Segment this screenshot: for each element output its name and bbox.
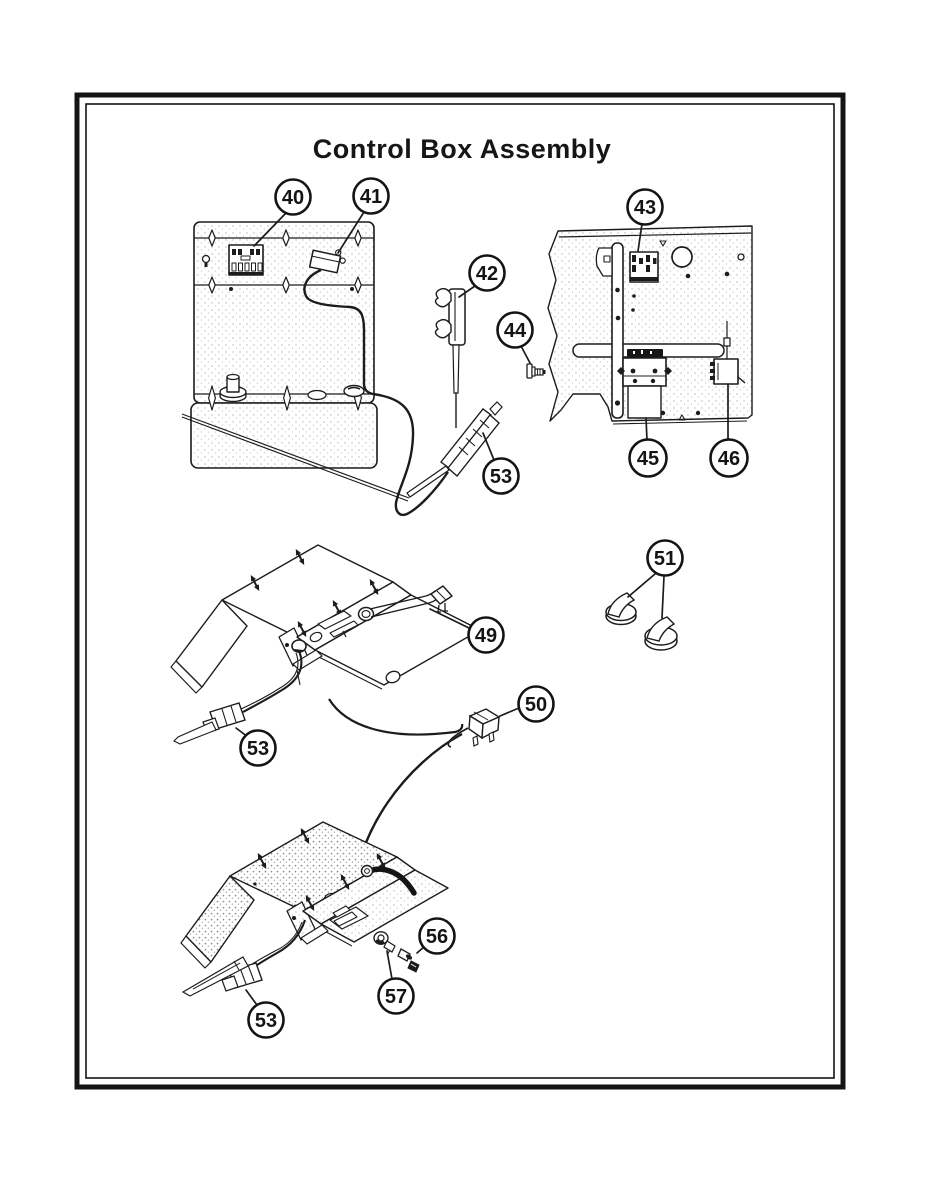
callout-57-number: 57 bbox=[384, 986, 408, 1009]
callout-44-number: 44 bbox=[503, 320, 527, 343]
callout-56-number: 56 bbox=[425, 926, 449, 949]
callout-53-bottom-number: 53 bbox=[254, 1010, 278, 1033]
callout-50-number: 50 bbox=[524, 694, 548, 717]
transformer-label bbox=[627, 349, 663, 357]
page-title: Control Box Assembly bbox=[312, 134, 612, 164]
grommet-hole bbox=[308, 391, 326, 400]
callout-57 bbox=[379, 951, 414, 1014]
callout-43-number: 43 bbox=[633, 197, 657, 220]
knob bbox=[606, 593, 636, 625]
callout-44 bbox=[498, 313, 533, 364]
rocker-switch-50 bbox=[448, 709, 499, 747]
probe-shaft bbox=[453, 345, 459, 393]
left-wing bbox=[176, 600, 247, 687]
callout-45 bbox=[630, 418, 667, 477]
clip-upper bbox=[436, 289, 452, 307]
wire-connector-53-middle bbox=[174, 703, 245, 744]
callout-53-top-number: 53 bbox=[489, 466, 513, 489]
callout-41-number: 41 bbox=[359, 186, 383, 209]
panel-side-view bbox=[548, 226, 752, 424]
callout-42-number: 42 bbox=[475, 263, 499, 286]
mounting-bracket-42 bbox=[436, 289, 466, 428]
hinge-bar bbox=[612, 243, 623, 418]
terminal-block-43 bbox=[630, 252, 658, 282]
pilot-valve-57 bbox=[374, 932, 395, 955]
callout-45-number: 45 bbox=[636, 448, 660, 471]
callout-42 bbox=[459, 256, 505, 298]
callout-49-number: 49 bbox=[474, 625, 498, 648]
callout-53-middle-number: 53 bbox=[246, 738, 270, 761]
wire-grommet bbox=[344, 386, 364, 397]
callout-53-top bbox=[483, 433, 519, 494]
shaft-hole bbox=[672, 247, 692, 267]
callout-46-number: 46 bbox=[717, 448, 741, 471]
callout-50 bbox=[500, 687, 554, 722]
callout-53-middle bbox=[236, 728, 276, 766]
clip-lower bbox=[436, 320, 452, 338]
knob bbox=[645, 617, 677, 650]
callout-51 bbox=[628, 541, 683, 619]
panel-lower-cover bbox=[191, 403, 377, 468]
bushings-56 bbox=[398, 949, 419, 972]
capillary-probe bbox=[174, 722, 216, 744]
switch-wire bbox=[329, 699, 462, 735]
control-housing-upper bbox=[171, 545, 480, 712]
terminal-block-40 bbox=[229, 245, 263, 276]
callout-40-number: 40 bbox=[281, 187, 305, 210]
left-wing bbox=[186, 876, 254, 962]
control-housing-lower bbox=[181, 822, 448, 970]
panel-body bbox=[194, 222, 374, 403]
callout-53-bottom bbox=[246, 990, 284, 1038]
callout-56 bbox=[417, 919, 455, 954]
callout-51-number: 51 bbox=[653, 548, 677, 571]
control-knobs-51 bbox=[606, 593, 677, 650]
screw-44 bbox=[527, 364, 546, 378]
wire-connector-53-bottom bbox=[183, 957, 262, 996]
